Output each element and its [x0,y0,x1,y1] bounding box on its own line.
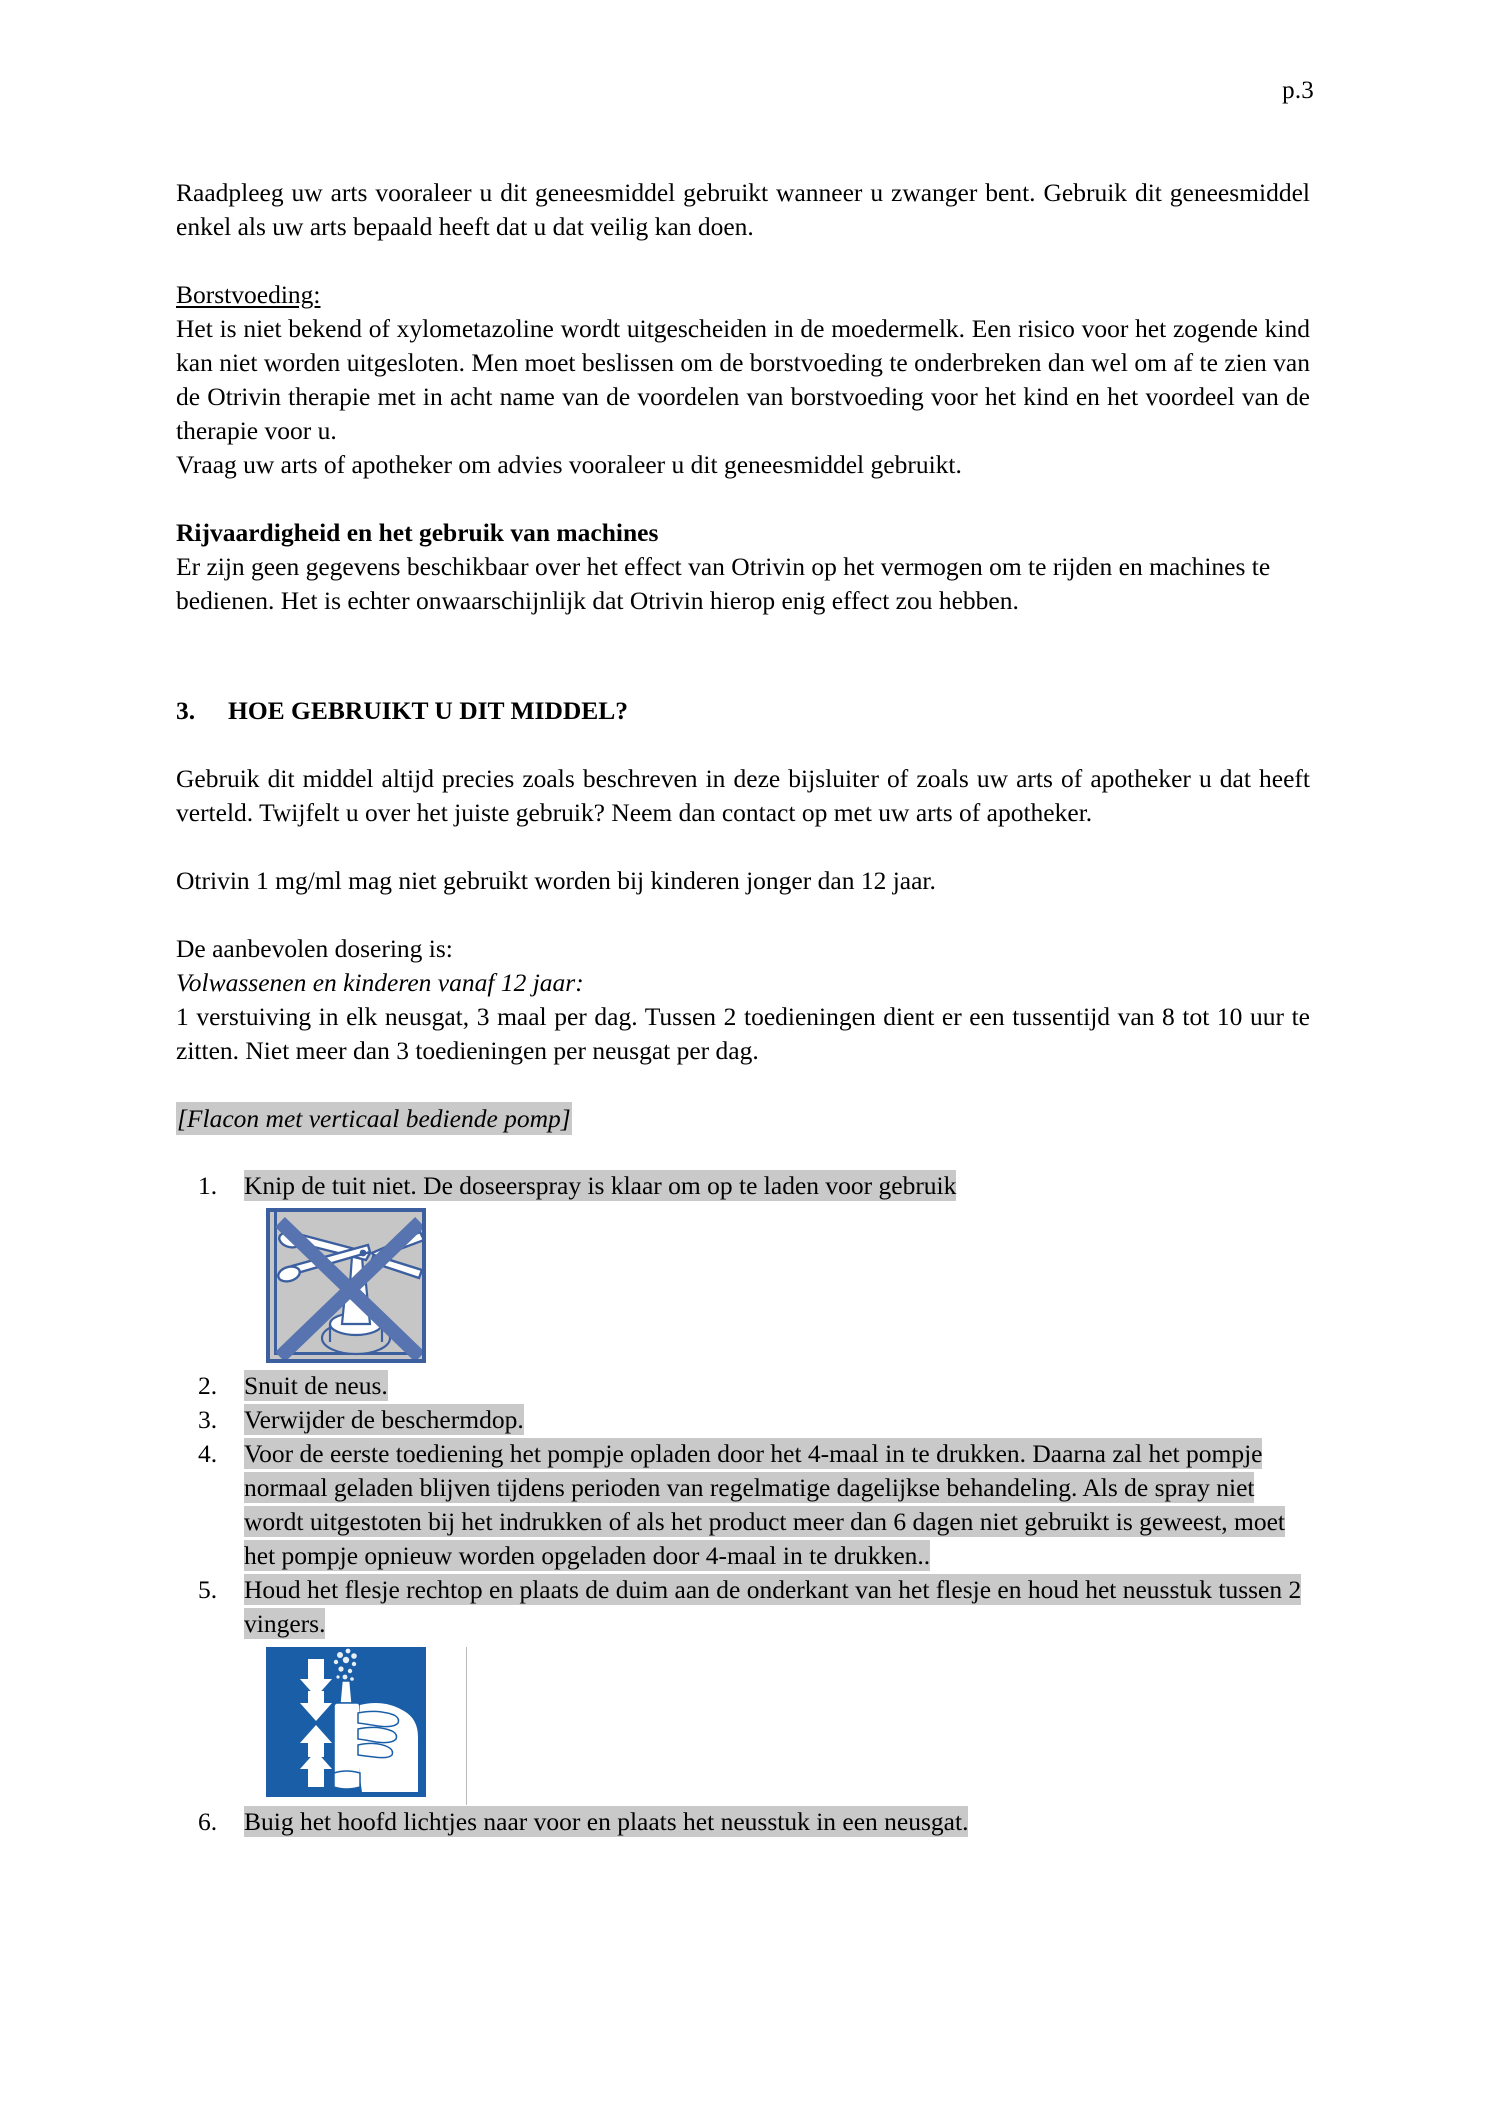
spacer [176,482,1310,516]
do-not-cut-nozzle-icon [270,1212,426,1363]
heading-breastfeeding-text: Borstvoeding: [176,280,321,309]
paragraph-usage-intro: Gebruik dit middel altijd precies zoals beschreven in deze bijsluiter of zoals uw arts of apotheker u dat heeft verteld. Twijfelt u over het juiste gebruik? Neem dan contact op met uw arts of apotheker. [176,764,1310,827]
flacon-label-wrap [176,1102,1310,1135]
list-item-text: Buig het hoofd lichtjes naar voor en plaats het neusstuk in een neusgat. [244,1807,969,1836]
spacer [176,898,1310,932]
spacer [176,1068,1310,1102]
list-item-number: 6. [198,1807,218,1836]
section-3-number: 3. [176,696,196,725]
list-item [176,1437,1310,1573]
spacer [176,1135,1310,1169]
list-item-text: Voor de eerste toediening het pompje opladen door het 4-maal in te drukken. Daarna zal het pompje normaal geladen blijven tijdens perioden van regelmatige dagelijkse behandeling. Als de spray niet wordt uitgestoten bij het indrukken of als het product meer dan 6 dagen niet gebruikt is geweest, moet het pompje opnieuw worden opgeladen door 4-maal in te drukken.. [244,1439,1285,1570]
paragraph-driving: Er zijn geen gegevens beschikbaar over het effect van Otrivin op het vermogen om te rijden en machines te bedienen. Het is echter onwaarschijnlijk dat Otrivin hierop enig effect zou hebben. [176,552,1271,615]
heading-driving: Rijvaardigheid en het gebruik van machines [176,518,659,547]
hold-bottle-hand-pictogram [266,1647,426,1797]
usage-steps-list [176,1169,1310,1839]
list-item-number: 3. [198,1405,218,1434]
list-item [176,1403,1310,1437]
list-item-number: 2. [198,1371,218,1400]
list-item-text: Houd het flesje rechtop en plaats de duim aan de onderkant van het flesje en houd het neusstuk tussen 2 vingers. [244,1575,1302,1638]
dosage-intro: De aanbevolen dosering is: [176,934,453,963]
dosage-detail: 1 verstuiving in elk neusgat, 3 maal per dag. Tussen 2 toedieningen dient er een tussentijd van 8 tot 10 uur te zitten. Niet meer dan 3 toedieningen per neusgat per dag. [176,1002,1310,1065]
section-3-heading [176,694,1310,728]
list-item [176,1805,1310,1839]
paragraph-breastfeeding-1: Het is niet bekend of xylometazoline wordt uitgescheiden in de moedermelk. Een risico voor het zogende kind kan niet worden uitgesloten. Men moet beslissen om de borstvoeding te onderbreken dan wel om af te zien van de Otrivin therapie met in acht name van de voordelen van borstvoeding voor het kind en het voordeel van de therapie voor u. [176,314,1310,445]
figure-do-not-cut-wrap [176,1208,1310,1363]
list-item-text: Knip de tuit niet. De doseerspray is klaar om op te laden voor gebruik [244,1171,957,1200]
flacon-label: [Flacon met verticaal bediende pomp] [177,1104,571,1133]
list-item-text: Verwijder de beschermdop. [244,1405,524,1434]
paragraph-breastfeeding-2: Vraag uw arts of apotheker om advies vooraleer u dit geneesmiddel gebruikt. [176,450,962,479]
list-item-number: 5. [198,1575,218,1604]
do-not-cut-nozzle-pictogram [266,1208,426,1363]
list-item [176,1573,1310,1641]
pictogram-container [266,1647,467,1805]
list-item-text: Snuit de neus. [244,1371,388,1400]
hold-bottle-hand-icon [266,1647,426,1797]
paragraph-age-limit: Otrivin 1 mg/ml mag niet gebruikt worden bij kinderen jonger dan 12 jaar. [176,866,936,895]
spacer [176,618,1310,694]
heading-breastfeeding [176,278,1310,312]
list-item [176,1369,1310,1403]
list-item-number: 4. [198,1439,218,1468]
list-item [176,1169,1310,1203]
dosage-group: Volwassenen en kinderen vanaf 12 jaar: [176,968,584,997]
figure-hold-bottle-wrap [176,1647,1310,1805]
spacer [176,830,1310,864]
page-number: p.3 [1282,77,1314,104]
document-body [176,176,1310,1839]
paragraph-pregnancy: Raadpleeg uw arts vooraleer u dit geneesmiddel gebruikt wanneer u zwanger bent. Gebruik dit geneesmiddel enkel als uw arts bepaald heeft dat u dat veilig kan doen. [176,178,1310,241]
list-item-number: 1. [198,1171,218,1200]
spacer [176,728,1310,762]
section-3-title: HOE GEBRUIKT U DIT MIDDEL? [228,696,629,725]
spacer [176,244,1310,278]
